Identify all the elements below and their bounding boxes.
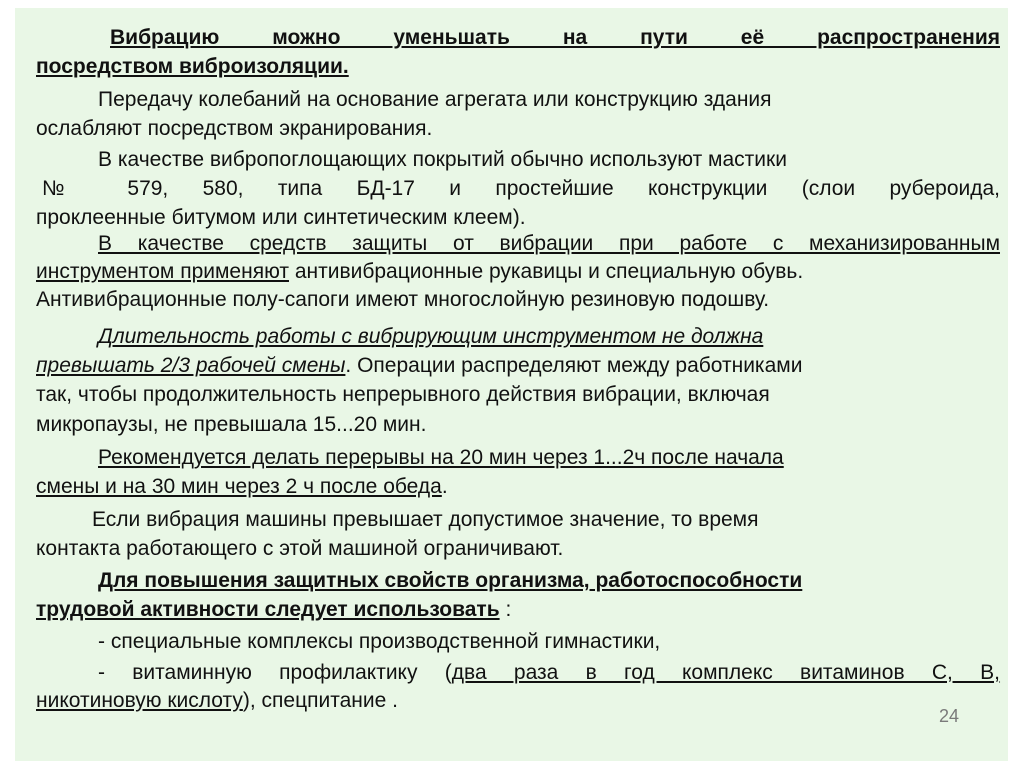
- paragraph-8-line-1: Для повышения защитных свойств организма, работоспособности: [98, 569, 803, 592]
- paragraph-7-line-2: контакта работающего с этой машиной ограничивают.: [36, 537, 564, 560]
- paragraph-2-line-2: ослабляют посредством экранирования.: [36, 117, 433, 140]
- paragraph-4-line-2: инструментом применяют антивибрационные рукавицы и специальную обувь.: [36, 260, 804, 283]
- paragraph-6-line-1: Рекомендуется делать перерывы на 20 мин через 1...2ч после начала: [98, 446, 784, 469]
- page-number: 24: [939, 706, 960, 726]
- paragraph-4-line-1: В качестве средств защиты от вибрации при работе с механизированным: [98, 232, 1000, 255]
- paragraph-8-line-2: трудовой активности следует использовать :: [36, 598, 512, 621]
- list-item-vitamins-line-1: - витаминную профилактику (два раза в год комплекс витаминов С, В,: [98, 661, 1001, 684]
- list-item-gymnastics: - специальные комплексы производственной гимнастики,: [98, 630, 661, 653]
- vibration-isolation-heading: Вибрацию можно уменьшать на пути её распространения: [110, 26, 1000, 49]
- list-item-vitamins-line-2: никотиновую кислоту), спецпитание .: [36, 689, 398, 712]
- paragraph-5-line-1: Длительность работы с вибрирующим инструментом не должна: [98, 325, 764, 348]
- paragraph-3-line-1: В качестве вибропоглощающих покрытий обычно используют мастики: [98, 148, 787, 171]
- paragraph-7-line-1: Если вибрация машины превышает допустимое значение, то время: [92, 508, 759, 531]
- paragraph-3-line-3: проклеенные битумом или синтетическим клеем).: [36, 206, 526, 229]
- paragraph-1-line-2: [36, 52, 1000, 81]
- paragraph-5-line-2: превышать 2/3 рабочей смены. Операции распределяют между работниками: [36, 354, 803, 377]
- paragraph-2-line-1: Передачу колебаний на основание агрегата или конструкцию здания: [98, 88, 772, 111]
- paragraph-3-line-2: № 579, 580, типа БД-17 и простейшие конструкции (слои рубероида,: [42, 177, 1000, 200]
- paragraph-6-line-2: смены и на 30 мин через 2 ч после обеда.: [36, 475, 448, 498]
- paragraph-5-line-3: так, чтобы продолжительность непрерывного действия вибрации, включая: [36, 383, 770, 406]
- paragraph-4-line-3: Антивибрационные полу-сапоги имеют многослойную резиновую подошву.: [36, 288, 770, 311]
- paragraph-5-line-4: микропаузы, не превышала 15...20 мин.: [36, 413, 427, 436]
- vibration-isolation-heading-cont: посредством виброизоляции.: [36, 55, 349, 78]
- paragraph-1-line-1: [36, 23, 1000, 52]
